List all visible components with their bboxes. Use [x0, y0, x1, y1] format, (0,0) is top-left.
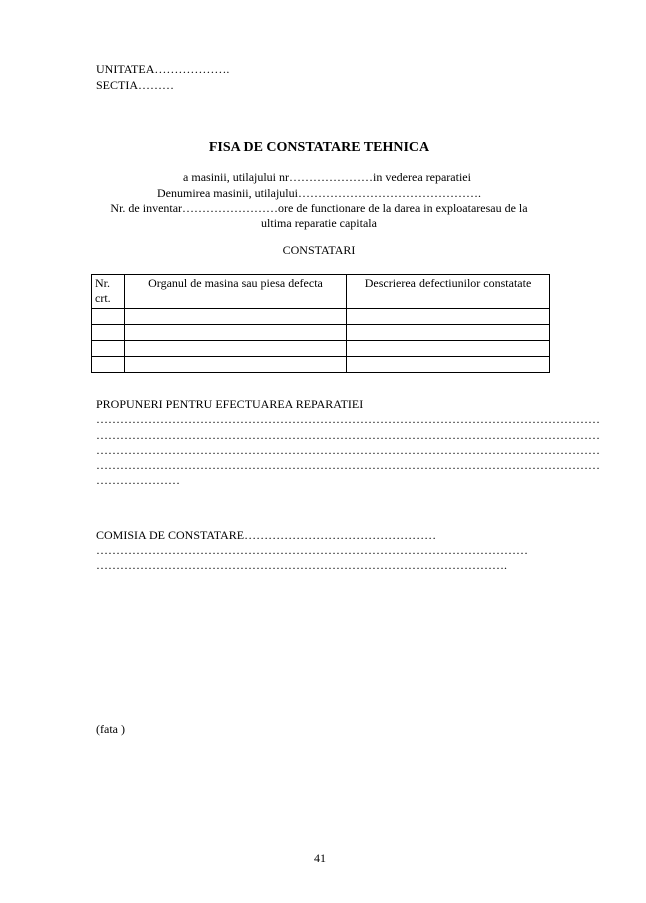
- column-header-label: Descrierea defectiunilor constatate: [364, 276, 532, 290]
- table-row: [92, 309, 550, 325]
- intro-line-1: a masinii, utilajului nr…………………in vederea reparatiei: [183, 170, 471, 184]
- proposals-dotted-line: ………………………………………………………………………………………………………………: [96, 458, 600, 472]
- column-header: [125, 275, 347, 309]
- table-row: [92, 325, 550, 341]
- commission-dotted-line: ………………………………………………………………………………………………: [96, 543, 528, 557]
- proposals-dotted-line: ………………………………………………………………………………………………………………: [96, 412, 600, 426]
- table-cell: [92, 357, 125, 373]
- document-title: FISA DE CONSTATARE TEHNICA: [208, 140, 430, 155]
- findings-heading: CONSTATARI: [282, 243, 356, 257]
- table-cell: [347, 341, 550, 357]
- table-cell: [347, 309, 550, 325]
- column-header: [347, 275, 550, 309]
- intro-line-3: Nr. de inventar……………………ore de functionare de la darea in exploataresau de la: [110, 201, 528, 215]
- table-header-row: [92, 275, 550, 309]
- table-cell: [125, 357, 347, 373]
- page-number: 41: [314, 851, 326, 865]
- table-cell: [347, 357, 550, 373]
- intro-line-4: ultima reparatie capitala: [261, 216, 377, 230]
- column-header-label: Organul de masina sau piesa defecta: [148, 276, 323, 290]
- table-row: [92, 341, 550, 357]
- side-note: (fata ): [96, 722, 125, 736]
- table-cell: [125, 341, 347, 357]
- column-header-label: Nr. crt.: [95, 276, 111, 305]
- proposals-dotted-line: …………………: [96, 473, 180, 487]
- section-line: SECTIA………: [96, 78, 174, 92]
- table-row: [92, 357, 550, 373]
- proposals-heading: PROPUNERI PENTRU EFECTUAREA REPARATIEI: [96, 397, 364, 411]
- commission-dotted-line: ………………………………………………………………………………………….: [96, 558, 507, 572]
- table-cell: [125, 325, 347, 341]
- commission-heading: COMISIA DE CONSTATARE…………………………………………: [96, 528, 437, 542]
- table-cell: [92, 309, 125, 325]
- proposals-dotted-line: ………………………………………………………………………………………………………………: [96, 428, 600, 442]
- proposals-dotted-line: ………………………………………………………………………………………………………………: [96, 443, 600, 457]
- column-header: [92, 275, 125, 309]
- table-cell: [125, 309, 347, 325]
- table-cell: [92, 341, 125, 357]
- intro-line-2: Denumirea masinii, utilajului……………………………………….: [157, 186, 481, 200]
- unit-line: UNITATEA……………….: [96, 62, 230, 76]
- findings-table: [91, 274, 550, 373]
- table-cell: [92, 325, 125, 341]
- table-cell: [347, 325, 550, 341]
